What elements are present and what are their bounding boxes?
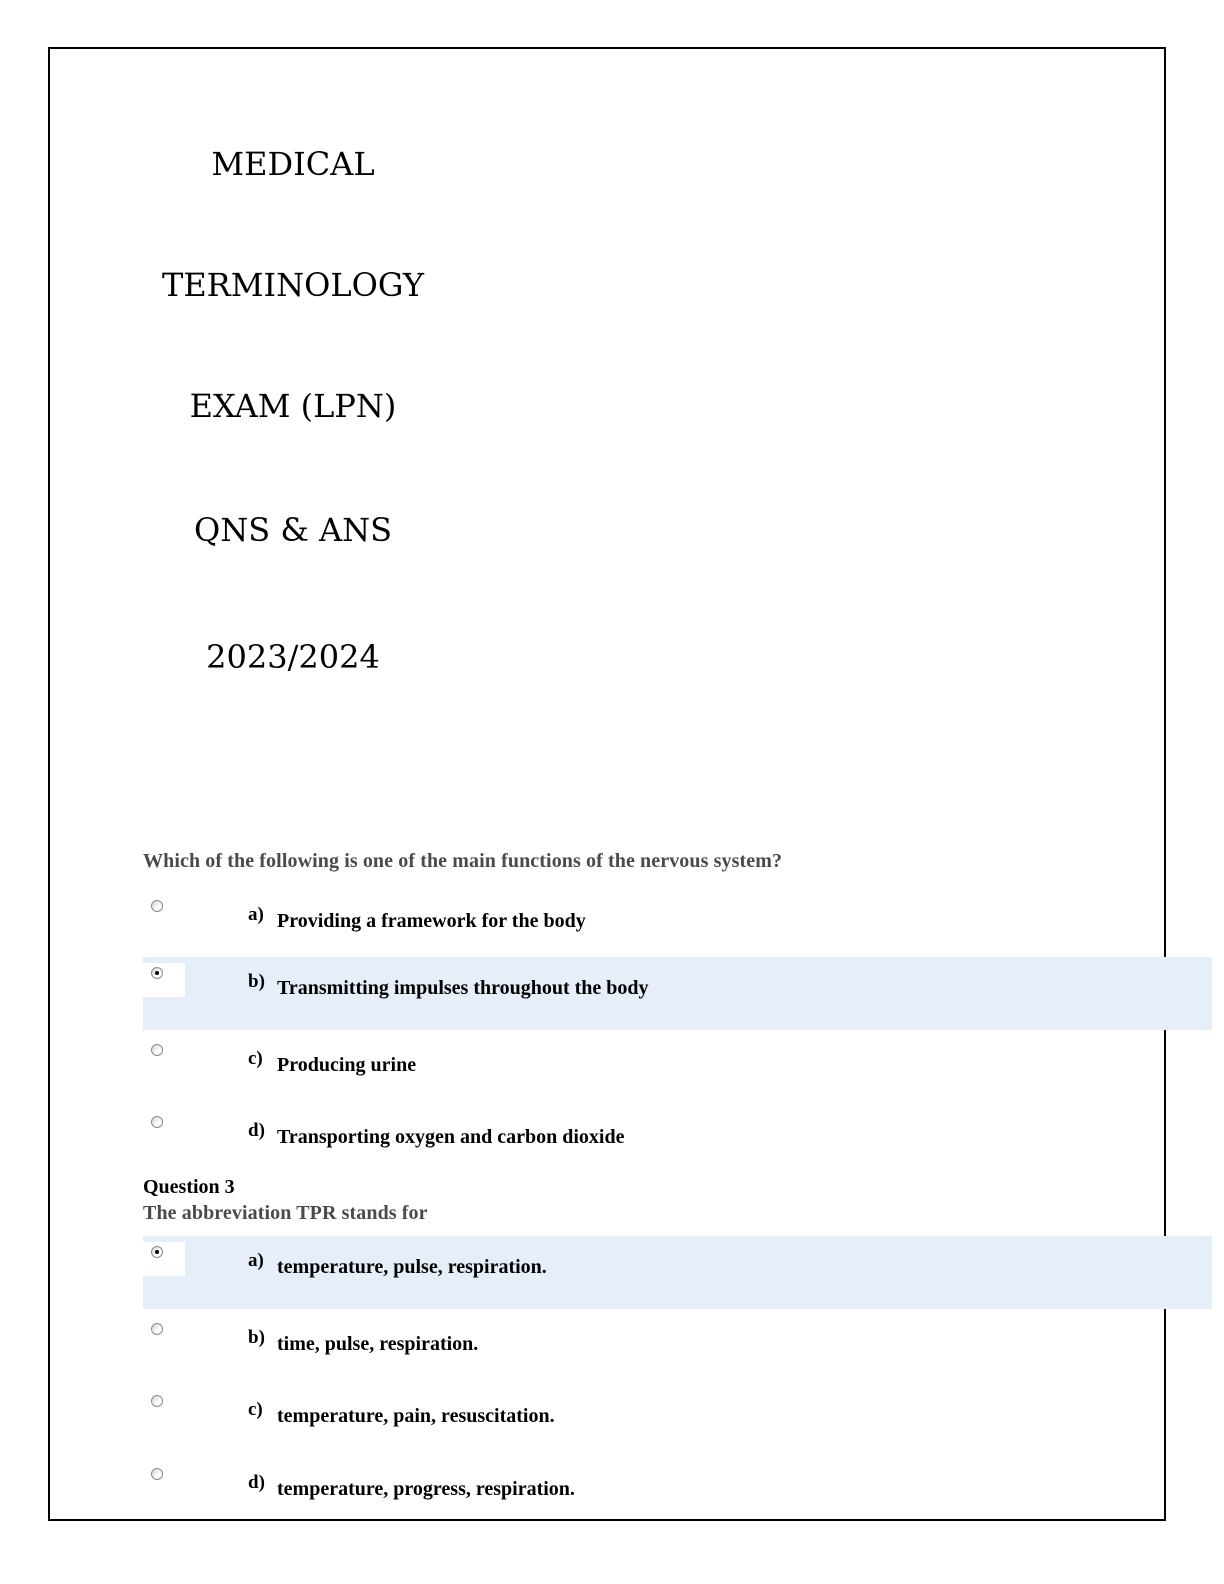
option-letter: a) xyxy=(248,904,264,925)
option-text: Producing urine xyxy=(277,1054,417,1076)
question-2-option-a[interactable] xyxy=(143,890,1212,963)
question-2-option-c[interactable] xyxy=(143,1034,1212,1107)
title-line-5: 2023/2024 xyxy=(206,638,380,676)
question-3-option-d[interactable] xyxy=(143,1458,1212,1531)
option-letter: c) xyxy=(248,1399,263,1420)
option-text: temperature, progress, respiration. xyxy=(277,1478,575,1500)
option-letter: c) xyxy=(248,1048,263,1069)
option-text: Transmitting impulses throughout the body xyxy=(277,977,649,999)
radio-button-icon[interactable] xyxy=(151,1395,163,1407)
option-letter: a) xyxy=(248,1250,264,1271)
option-text: time, pulse, respiration. xyxy=(277,1333,479,1355)
option-letter: d) xyxy=(248,1120,265,1141)
option-letter: d) xyxy=(248,1472,265,1493)
radio-button-selected-icon[interactable] xyxy=(151,967,163,979)
radio-button-icon[interactable] xyxy=(151,1116,163,1128)
radio-dot-icon xyxy=(155,971,159,975)
option-text: Providing a framework for the body xyxy=(277,910,586,932)
option-text: temperature, pain, resuscitation. xyxy=(277,1405,555,1427)
question-3-option-a[interactable] xyxy=(143,1236,1212,1309)
title-line-2: TERMINOLOGY xyxy=(161,266,425,304)
question-3-number: Question 3 xyxy=(143,1176,235,1198)
question-3-option-c[interactable] xyxy=(143,1385,1212,1458)
title-line-4: QNS & ANS xyxy=(193,511,392,549)
radio-dot-icon xyxy=(155,1250,159,1254)
question-2-option-b[interactable] xyxy=(143,957,1212,1030)
title-line-1: MEDICAL xyxy=(211,145,375,183)
radio-button-icon[interactable] xyxy=(151,1468,163,1480)
title-line-3: EXAM (LPN) xyxy=(189,387,397,425)
option-letter: b) xyxy=(248,1327,265,1348)
radio-button-icon[interactable] xyxy=(151,1044,163,1056)
option-letter: b) xyxy=(248,971,265,992)
question-3-text: The abbreviation TPR stands for xyxy=(143,1202,428,1224)
question-3-option-b[interactable] xyxy=(143,1313,1212,1386)
option-text: temperature, pulse, respiration. xyxy=(277,1256,547,1278)
question-2-option-d[interactable] xyxy=(143,1106,1212,1179)
question-2-text: Which of the following is one of the main functions of the nervous system? xyxy=(143,850,783,872)
radio-button-icon[interactable] xyxy=(151,900,163,912)
radio-button-icon[interactable] xyxy=(151,1323,163,1335)
radio-button-selected-icon[interactable] xyxy=(151,1246,163,1258)
option-text: Transporting oxygen and carbon dioxide xyxy=(277,1126,625,1148)
